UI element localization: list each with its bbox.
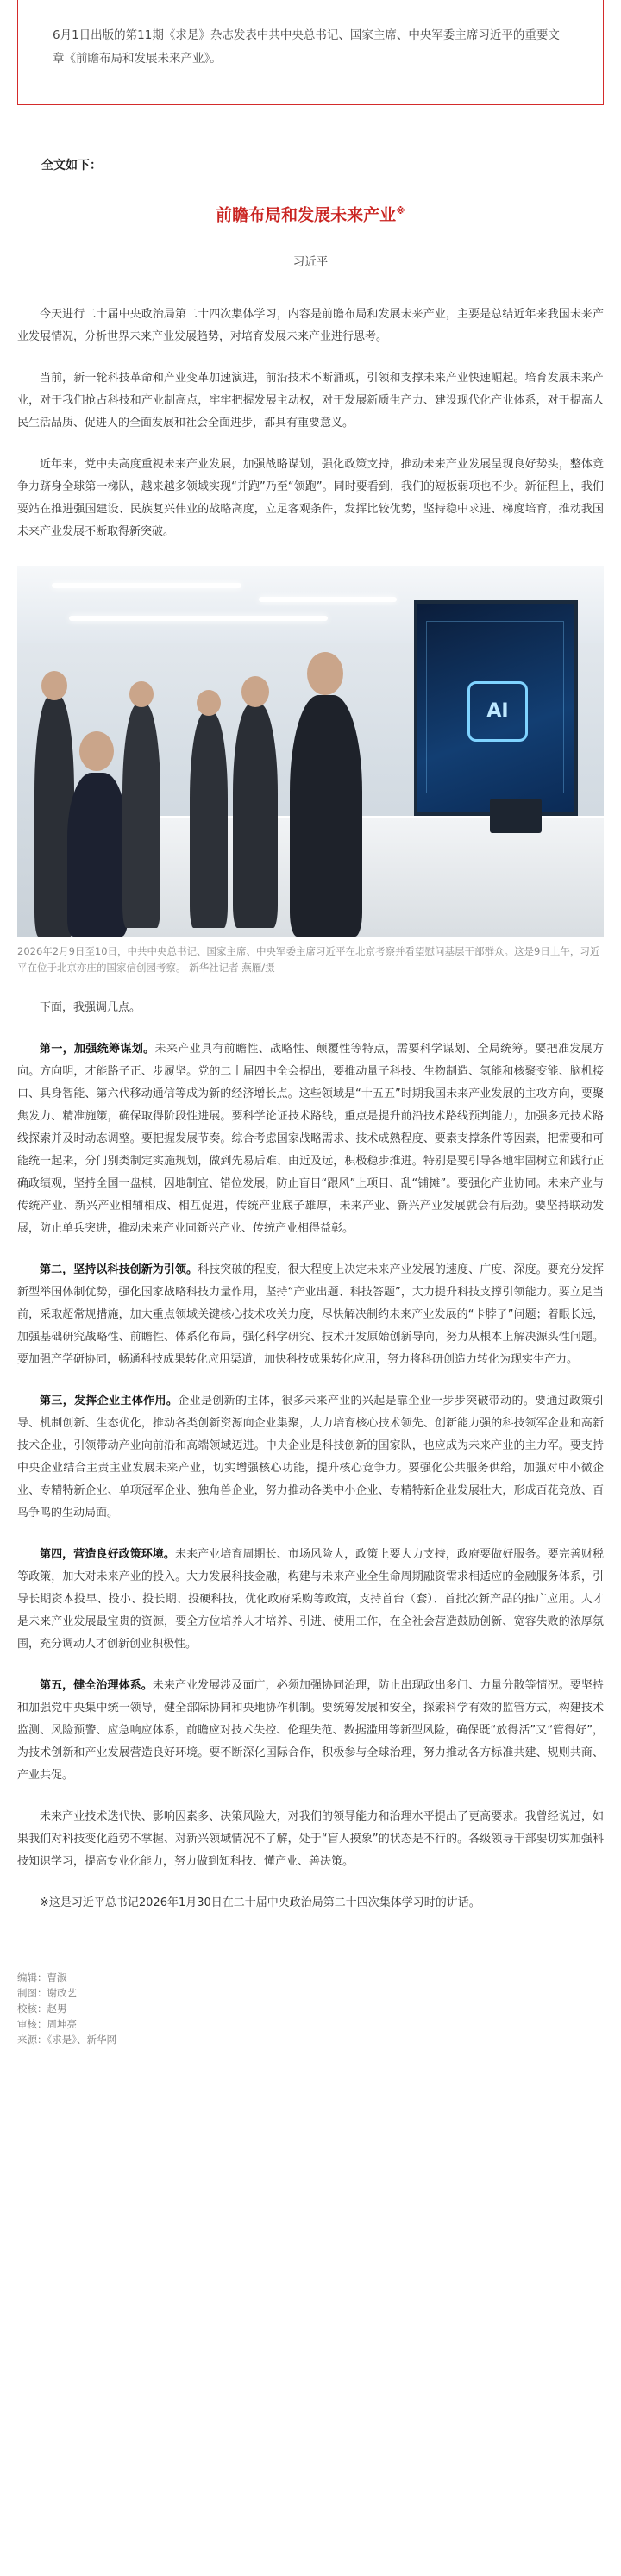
section-text: 未来产业培育周期长、市场风险大，政策上要大力支持，政府要做好服务。要完善财税等政策，加大对未来产业的投入。大力发展科技金融，构建与未来产业全生命周期融资需求相适应的金融服务体系，引导长期资本投早、投小、投长期、投硬科技，优化政府采购等政策，支持首台（套）、首批次新产品的推广应用。人才是未来产业发展最宝贵的资源，要全方位培养人才培养、引进、使用工作，在全社会营造鼓励创新、宽容失败的浓厚氛围，充分调动人才创新创业积极性。 <box>17 1548 604 1651</box>
credit-line: 来源：《求是》、新华网 <box>17 2034 116 2046</box>
section-heading: 第四，营造良好政策环境。 <box>40 1548 175 1561</box>
section-heading: 第一，加强统筹谋划。 <box>40 1043 155 1056</box>
article-title-text: 前瞻布局和发展未来产业 <box>216 205 397 225</box>
photo-device <box>490 799 542 833</box>
section-paragraph <box>17 1544 604 1656</box>
photo-caption: 2026年2月9日至10日，中共中央总书记、国家主席、中央军委主席习近平在北京考察并看望慰问基层干部群众。这是9日上午，习近平在位于北京亦庄的国家信创园考察。 新华社记者 燕雁/摄 <box>17 945 600 974</box>
credit-line: 审核：周坤亮 <box>17 2018 77 2030</box>
section-paragraph <box>17 1675 604 1787</box>
section-text: 企业是创新的主体，很多未来产业的兴起是靠企业一步步突破带动的。要通过政策引导、机制创新、生态优化，推动各类创新资源向企业集聚，大力培育核心技术领先、创新能力强的科技领军企业和高新技术企业，引领带动产业向前沿和高端领域迈进。中央企业是科技创新的国家队，也应成为未来产业的主力军。要支持中央企业结合主责主业发展未来产业，切实增强核心功能，提升核心竞争力。要强化公共服务供给，加强对中小微企业、专精特新企业、单项冠军企业、独角兽企业，努力推动各类中小企业、专精特新企业发展壮大，形成百花竞放、百鸟争鸣的生动局面。 <box>17 1395 604 1520</box>
photo-ai-chip-icon: AI <box>467 681 528 742</box>
conclusion-paragraph: 未来产业技术迭代快、影响因素多、决策风险大，对我们的领导能力和治理水平提出了更高要求。我曾经说过，如果我们对科技变化趋势不掌握、对新兴领域情况不了解，处于“盲人摸象”的状态是不行的。各级领导干部要切实加强科技知识学习，提高专业化能力，努力做到知科技、懂产业、善决策。 <box>17 1810 604 1868</box>
photo-person <box>190 712 228 928</box>
section-heading: 第五，健全治理体系。 <box>40 1679 153 1692</box>
photo-ai-display <box>414 600 578 816</box>
photo-person-head <box>242 676 269 707</box>
article-author: 习近平 <box>292 255 329 269</box>
title-footnote-mark: ※ <box>396 205 405 216</box>
section-text: 未来产业具有前瞻性、战略性、颠覆性等特点，需要科学谋划、全局统筹。要把准发展方向。方向明，才能路子正、步履坚。党的二十届四中全会提出，要推动量子科技、生物制造、氢能和核聚变能、脑机接口、具身智能、第六代移动通信等成为新的经济增长点。这些领域是“十五五”时期我国未来产业发展的主攻方向，要聚焦发力、精准施策，确保取得阶段性进展。要科学论证技术路线，重点是提升前沿技术路线预判能力，加强多元技术路线探索并及时动态调整。要把握发展节奏。综合考虑国家战略需求、技术成熟程度、要素支撑条件等因素，把需要和可能统一起来，分门别类制定实施规划，做到先易后难、由近及远，积极稳步推进。特别是要引导各地牢固树立和践行正确政绩观，坚持全国一盘棋，因地制宜、错位发展，防止盲目“跟风”上项目、乱“铺摊”。要强化产业协同。未来产业与传统产业、新兴产业相辅相成、相互促进，传统产业底子雄厚，未来产业、新兴产业发展就会有后劲。要坚持联动发展，防止单兵突进，推动未来产业同新兴产业、传统产业相得益彰。 <box>17 1043 604 1235</box>
summary-text: 6月1日出版的第11期《求是》杂志发表中共中央总书记、国家主席、中央军委主席习近平的重要文章《前瞻布局和发展未来产业》。 <box>53 28 560 66</box>
summary-box <box>17 0 604 105</box>
section-text: 科技突破的程度，很大程度上决定未来产业发展的速度、广度、深度。要充分发挥新型举国体制优势，强化国家战略科技力量作用，坚持“产业出题、科技答题”，大力提升科技支撑引领能力。要立足当前，采取超常规措施，加大重点领域关键核心技术攻关力度，尽快解决制约未来产业发展的“卡脖子”问题；着眼长远，加强基础研究战略性、前瞻性、体系化布局，强化科学研究、技术开发原始创新导向，努力从根本上解决源头性问题。要加强产学研协同，畅通科技成果转化应用渠道，加快科技成果转化应用，努力将科研创造力转化为现实生产力。 <box>17 1263 604 1366</box>
section-paragraph <box>17 1390 604 1525</box>
section-paragraph <box>17 1259 604 1371</box>
photo-person-head <box>307 652 343 695</box>
section-heading: 第二，坚持以科技创新为引领。 <box>40 1263 198 1276</box>
credit-line: 编辑：曹淑 <box>17 1971 67 1984</box>
intro-paragraph: 今天进行二十届中央政治局第二十四次集体学习，内容是前瞻布局和发展未来产业，主要是总结近年来我国未来产业发展情况，分析世界未来产业发展趋势，对培育发展未来产业进行思考。 <box>17 308 604 343</box>
photo-person <box>122 704 160 928</box>
photo-person <box>290 695 362 937</box>
photo-person <box>233 704 278 928</box>
section-text: 未来产业发展涉及面广，必须加强协同治理，防止出现政出多门、力量分散等情况。要坚持和加强党中央集中统一领导，健全部际协同和央地协作机制。要统筹发展和安全，探索科学有效的监管方式，构建技术监测、风险预警、应急响应体系，前瞻应对技术失控、伦理失范、数据滥用等新型风险，确保既“放得活”又“管得好”，为技术创新和产业发展营造良好环境。要不断深化国际合作，积极参与全球治理，努力推动各方标准共建、规则共商、产业共促。 <box>17 1679 604 1782</box>
photo-person-head <box>129 681 154 707</box>
credits-block <box>17 1970 621 2047</box>
news-photo <box>17 566 604 937</box>
photo-ceiling-light <box>259 597 397 602</box>
section-heading: 第三，发挥企业主体作用。 <box>40 1395 179 1407</box>
article-title <box>0 198 621 224</box>
photo-ceiling-light <box>52 583 242 588</box>
section-paragraph <box>17 1038 604 1240</box>
credit-line: 制图：谢政艺 <box>17 1987 77 1999</box>
credit-line: 校核：赵男 <box>17 2003 67 2015</box>
photo-person-head <box>41 671 67 700</box>
footnote-paragraph: ※这是习近平总书记2026年1月30日在二十届中央政治局第二十四次集体学习时的讲话。 <box>40 1896 480 1909</box>
intro-paragraph: 近年来，党中央高度重视未来产业发展，加强战略谋划，强化政策支持，推动未来产业发展呈现良好势头，整体竞争力跻身全球第一梯队，越来越多领域实现“并跑”乃至“领跑”。同时要看到，我们的短板弱项也不少。新征程上，我们要站在推进强国建设、民族复兴伟业的战略高度，立足客观条件，发挥比较优势，坚持稳中求进、梯度培育，推动我国未来产业发展不断取得新突破。 <box>17 458 604 538</box>
full-text-label: 全文如下： <box>41 159 102 172</box>
intro-paragraph: 当前，新一轮科技革命和产业变革加速演进，前沿技术不断涌现，引领和支撑未来产业快速崛起。培育发展未来产业，对于我们抢占科技和产业制高点，牢牢把握发展主动权，对于发展新质生产力、建设现代化产业体系，对于提高人民生活品质、促进人的全面发展和社会全面进步，都具有重要意义。 <box>17 372 604 429</box>
photo-ceiling-light <box>69 616 328 621</box>
photo-person-head <box>197 690 221 716</box>
photo-person-head <box>79 731 114 771</box>
photo-person <box>67 773 128 937</box>
transition-paragraph: 下面，我强调几点。 <box>40 1001 141 1014</box>
